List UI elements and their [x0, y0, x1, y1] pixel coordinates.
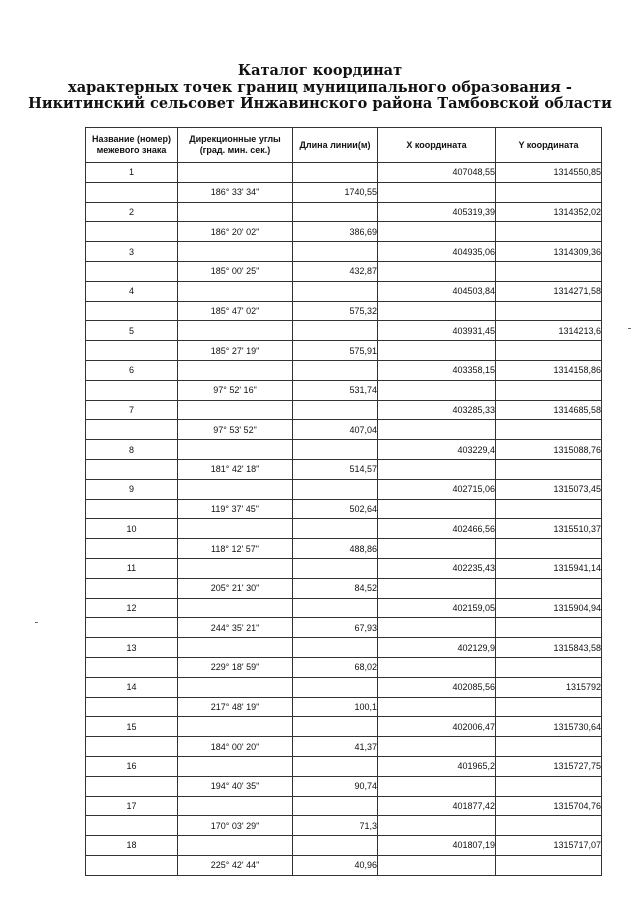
table-row [86, 519, 602, 539]
cell-y-coordinate: 1315727,75 [496, 756, 602, 776]
cell-line-length [293, 281, 378, 301]
cell-x-coordinate [378, 737, 496, 757]
cell-x-coordinate [378, 380, 496, 400]
cell-point-number: 7 [86, 400, 178, 420]
cell-directional-angle [178, 756, 293, 776]
cell-x-coordinate [378, 539, 496, 559]
column-header-angle: Дирекционные углы (град. мин. сек.) [178, 128, 293, 163]
cell-directional-angle: 229° 18' 59" [178, 657, 293, 677]
cell-x-coordinate: 401877,42 [378, 796, 496, 816]
cell-x-coordinate: 404935,06 [378, 242, 496, 262]
cell-line-length: 41,37 [293, 737, 378, 757]
table-row [86, 638, 602, 658]
coordinate-catalog-table [85, 127, 602, 876]
cell-x-coordinate [378, 776, 496, 796]
cell-line-length [293, 163, 378, 183]
cell-directional-angle: 205° 21' 30" [178, 578, 293, 598]
table-row [86, 578, 602, 598]
cell-line-length: 1740,55 [293, 182, 378, 202]
cell-point-number [86, 301, 178, 321]
table-row [86, 499, 602, 519]
cell-y-coordinate [496, 578, 602, 598]
cell-point-number: 10 [86, 519, 178, 539]
cell-y-coordinate: 1315510,37 [496, 519, 602, 539]
cell-line-length: 100,1 [293, 697, 378, 717]
table-row [86, 440, 602, 460]
cell-directional-angle: 97° 53' 52" [178, 420, 293, 440]
cell-x-coordinate: 404503,84 [378, 281, 496, 301]
cell-point-number: 16 [86, 756, 178, 776]
cell-line-length: 407,04 [293, 420, 378, 440]
cell-x-coordinate: 402715,06 [378, 479, 496, 499]
cell-point-number [86, 499, 178, 519]
cell-point-number [86, 776, 178, 796]
cell-x-coordinate [378, 697, 496, 717]
cell-line-length: 90,74 [293, 776, 378, 796]
cell-point-number [86, 539, 178, 559]
cell-line-length [293, 638, 378, 658]
table-row [86, 222, 602, 242]
table-row [86, 697, 602, 717]
table-row [86, 202, 602, 222]
cell-line-length [293, 202, 378, 222]
table-row [86, 400, 602, 420]
cell-directional-angle [178, 717, 293, 737]
cell-x-coordinate: 402235,43 [378, 558, 496, 578]
cell-directional-angle: 119° 37' 45" [178, 499, 293, 519]
cell-point-number [86, 737, 178, 757]
cell-line-length: 40,96 [293, 855, 378, 875]
column-header-name: Название (номер) межевого знака [86, 128, 178, 163]
cell-x-coordinate [378, 182, 496, 202]
cell-line-length: 575,91 [293, 341, 378, 361]
table-row [86, 598, 602, 618]
cell-point-number: 8 [86, 440, 178, 460]
cell-y-coordinate: 1314550,85 [496, 163, 602, 183]
cell-y-coordinate [496, 499, 602, 519]
cell-y-coordinate [496, 341, 602, 361]
cell-y-coordinate [496, 737, 602, 757]
table-row [86, 301, 602, 321]
cell-y-coordinate: 1315704,76 [496, 796, 602, 816]
cell-line-length [293, 756, 378, 776]
table-row [86, 737, 602, 757]
cell-directional-angle [178, 836, 293, 856]
cell-directional-angle [178, 558, 293, 578]
table-row [86, 242, 602, 262]
cell-line-length [293, 677, 378, 697]
cell-point-number: 13 [86, 638, 178, 658]
cell-line-length [293, 519, 378, 539]
cell-point-number: 3 [86, 242, 178, 262]
cell-point-number: 5 [86, 321, 178, 341]
cell-x-coordinate [378, 578, 496, 598]
cell-point-number: 9 [86, 479, 178, 499]
cell-line-length: 84,52 [293, 578, 378, 598]
column-header-x: X координата [378, 128, 496, 163]
cell-y-coordinate [496, 539, 602, 559]
cell-line-length [293, 321, 378, 341]
cell-line-length: 67,93 [293, 618, 378, 638]
cell-x-coordinate [378, 657, 496, 677]
cell-directional-angle: 181° 42' 18" [178, 459, 293, 479]
table-row [86, 558, 602, 578]
table-row [86, 380, 602, 400]
table-row [86, 321, 602, 341]
cell-line-length [293, 440, 378, 460]
cell-point-number: 6 [86, 360, 178, 380]
document-title: Каталог координат [237, 62, 403, 79]
cell-point-number [86, 341, 178, 361]
cell-point-number: 14 [86, 677, 178, 697]
cell-line-length [293, 242, 378, 262]
cell-point-number: 4 [86, 281, 178, 301]
cell-point-number [86, 618, 178, 638]
cell-y-coordinate [496, 855, 602, 875]
cell-directional-angle: 184° 00' 20" [178, 737, 293, 757]
document-subtitle-line-1: характерных точек границ муниципального образования - [68, 79, 572, 96]
cell-directional-angle: 170° 03' 29" [178, 816, 293, 836]
table-row [86, 261, 602, 281]
cell-point-number [86, 222, 178, 242]
cell-point-number [86, 578, 178, 598]
cell-x-coordinate: 403285,33 [378, 400, 496, 420]
cell-x-coordinate: 401965,2 [378, 756, 496, 776]
cell-directional-angle: 194° 40' 35" [178, 776, 293, 796]
cell-y-coordinate [496, 618, 602, 638]
cell-line-length [293, 400, 378, 420]
cell-directional-angle [178, 796, 293, 816]
cell-directional-angle: 244° 35' 21" [178, 618, 293, 638]
cell-directional-angle: 186° 20' 02" [178, 222, 293, 242]
cell-line-length: 531,74 [293, 380, 378, 400]
cell-y-coordinate: 1315717,07 [496, 836, 602, 856]
cell-y-coordinate: 1314685,58 [496, 400, 602, 420]
cell-point-number [86, 459, 178, 479]
column-header-length: Длина линии(м) [293, 128, 378, 163]
cell-line-length: 514,57 [293, 459, 378, 479]
cell-line-length [293, 717, 378, 737]
cell-y-coordinate [496, 182, 602, 202]
cell-directional-angle [178, 440, 293, 460]
cell-x-coordinate: 402159,05 [378, 598, 496, 618]
cell-point-number [86, 182, 178, 202]
cell-x-coordinate [378, 222, 496, 242]
table-row [86, 855, 602, 875]
cell-y-coordinate: 1315792 [496, 677, 602, 697]
table-row [86, 360, 602, 380]
cell-x-coordinate [378, 499, 496, 519]
cell-line-length: 386,69 [293, 222, 378, 242]
table-header-row [86, 128, 602, 163]
cell-y-coordinate [496, 301, 602, 321]
cell-point-number [86, 657, 178, 677]
cell-directional-angle [178, 242, 293, 262]
cell-x-coordinate: 405319,39 [378, 202, 496, 222]
cell-directional-angle [178, 202, 293, 222]
cell-line-length: 575,32 [293, 301, 378, 321]
table-row [86, 163, 602, 183]
cell-x-coordinate: 401807,19 [378, 836, 496, 856]
cell-x-coordinate [378, 301, 496, 321]
cell-x-coordinate: 402466,56 [378, 519, 496, 539]
cell-point-number [86, 380, 178, 400]
cell-y-coordinate: 1314309,36 [496, 242, 602, 262]
cell-directional-angle: 217° 48' 19" [178, 697, 293, 717]
table-row [86, 836, 602, 856]
cell-directional-angle [178, 638, 293, 658]
cell-directional-angle [178, 163, 293, 183]
cell-x-coordinate [378, 816, 496, 836]
cell-line-length [293, 558, 378, 578]
cell-y-coordinate [496, 420, 602, 440]
cell-y-coordinate: 1314213,6 [496, 321, 602, 341]
cell-y-coordinate: 1315843,58 [496, 638, 602, 658]
cell-x-coordinate [378, 261, 496, 281]
cell-x-coordinate [378, 341, 496, 361]
cell-y-coordinate: 1314271,58 [496, 281, 602, 301]
cell-point-number: 17 [86, 796, 178, 816]
cell-directional-angle: 185° 47' 02" [178, 301, 293, 321]
table-row [86, 657, 602, 677]
cell-directional-angle [178, 519, 293, 539]
table-row [86, 182, 602, 202]
cell-point-number [86, 697, 178, 717]
cell-y-coordinate: 1314352,02 [496, 202, 602, 222]
cell-y-coordinate: 1314158,86 [496, 360, 602, 380]
cell-y-coordinate [496, 222, 602, 242]
table-row [86, 796, 602, 816]
cell-y-coordinate [496, 657, 602, 677]
cell-line-length: 71,3 [293, 816, 378, 836]
table-row [86, 281, 602, 301]
scan-speck [628, 328, 631, 329]
cell-point-number: 2 [86, 202, 178, 222]
cell-directional-angle [178, 677, 293, 697]
cell-point-number: 1 [86, 163, 178, 183]
cell-y-coordinate [496, 261, 602, 281]
cell-directional-angle: 185° 27' 19" [178, 341, 293, 361]
table-row [86, 677, 602, 697]
cell-y-coordinate [496, 816, 602, 836]
table-body [86, 163, 602, 876]
cell-directional-angle: 225° 42' 44" [178, 855, 293, 875]
cell-y-coordinate: 1315730,64 [496, 717, 602, 737]
cell-line-length: 68,02 [293, 657, 378, 677]
table-row [86, 717, 602, 737]
cell-directional-angle [178, 479, 293, 499]
cell-y-coordinate [496, 380, 602, 400]
cell-directional-angle: 185° 00' 25" [178, 261, 293, 281]
cell-y-coordinate: 1315088,76 [496, 440, 602, 460]
cell-x-coordinate [378, 459, 496, 479]
cell-directional-angle [178, 281, 293, 301]
cell-point-number: 11 [86, 558, 178, 578]
cell-point-number: 18 [86, 836, 178, 856]
table-row [86, 459, 602, 479]
column-header-y: Y координата [496, 128, 602, 163]
table-row [86, 420, 602, 440]
cell-point-number [86, 261, 178, 281]
cell-directional-angle [178, 400, 293, 420]
cell-y-coordinate: 1315073,45 [496, 479, 602, 499]
cell-point-number [86, 816, 178, 836]
cell-directional-angle [178, 360, 293, 380]
cell-point-number [86, 855, 178, 875]
cell-x-coordinate [378, 420, 496, 440]
table-row [86, 539, 602, 559]
cell-line-length: 488,86 [293, 539, 378, 559]
cell-point-number: 15 [86, 717, 178, 737]
cell-line-length: 502,64 [293, 499, 378, 519]
cell-x-coordinate: 402085,56 [378, 677, 496, 697]
table-row [86, 479, 602, 499]
cell-x-coordinate: 402129,9 [378, 638, 496, 658]
cell-x-coordinate: 403931,45 [378, 321, 496, 341]
table-row [86, 756, 602, 776]
table-row [86, 341, 602, 361]
cell-x-coordinate: 403229,4 [378, 440, 496, 460]
cell-directional-angle: 186° 33' 34" [178, 182, 293, 202]
cell-line-length [293, 598, 378, 618]
table-row [86, 618, 602, 638]
cell-directional-angle: 118° 12' 57" [178, 539, 293, 559]
cell-directional-angle [178, 598, 293, 618]
cell-y-coordinate [496, 776, 602, 796]
cell-x-coordinate [378, 855, 496, 875]
cell-line-length [293, 360, 378, 380]
cell-directional-angle [178, 321, 293, 341]
cell-x-coordinate: 403358,15 [378, 360, 496, 380]
cell-directional-angle: 97° 52' 16" [178, 380, 293, 400]
cell-line-length [293, 836, 378, 856]
cell-line-length [293, 796, 378, 816]
scan-speck [35, 622, 38, 623]
cell-y-coordinate: 1315941,14 [496, 558, 602, 578]
cell-point-number [86, 420, 178, 440]
cell-y-coordinate: 1315904,94 [496, 598, 602, 618]
cell-x-coordinate: 402006,47 [378, 717, 496, 737]
cell-point-number: 12 [86, 598, 178, 618]
cell-line-length [293, 479, 378, 499]
table-row [86, 816, 602, 836]
cell-line-length: 432,87 [293, 261, 378, 281]
cell-y-coordinate [496, 697, 602, 717]
table-row [86, 776, 602, 796]
cell-y-coordinate [496, 459, 602, 479]
cell-x-coordinate: 407048,55 [378, 163, 496, 183]
document-subtitle-line-2: Никитинский сельсовет Инжавинского района Тамбовской области [28, 95, 612, 112]
cell-x-coordinate [378, 618, 496, 638]
